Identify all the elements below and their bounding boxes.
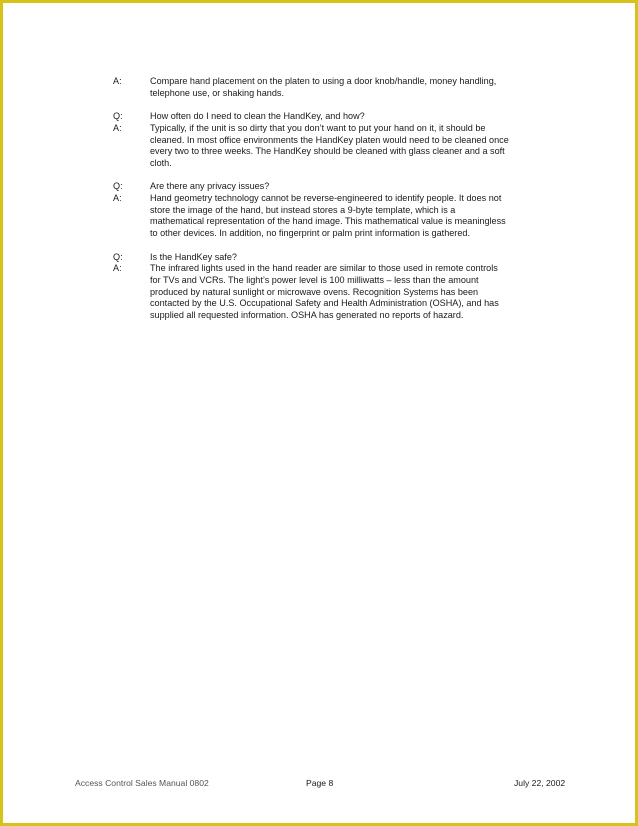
qa-list xyxy=(113,76,568,333)
answer-text: The infrared lights used in the hand reader are similar to those used in remote controls for TVs and VCRs. The light’s power level is 100 milliwatts – less than the amount produced by natural sunlight or microwave ovens. Recognition Systems has been contacted by the U.S. Occupational Safety and Health Administration (OSHA), and has supplied all requested information. OSHA has generated no reports of hazard. xyxy=(150,263,499,321)
question-marker: Q: xyxy=(113,111,123,122)
question-text: How often do I need to clean the HandKey, and how? xyxy=(150,111,365,122)
footer-page-number: Page 8 xyxy=(306,778,334,788)
question-text: Are there any privacy issues? xyxy=(150,181,270,192)
question-line xyxy=(113,181,568,193)
answer-marker: A: xyxy=(113,122,122,133)
question-text: Is the HandKey safe? xyxy=(150,251,237,262)
question-marker: Q: xyxy=(113,181,123,192)
answer-text: Typically, if the unit is so dirty that you don’t want to put your hand on it, it should be cleaned. In most office environments the HandKey platen would need to be cleaned once every two to three weeks. The HandKey should be cleaned with glass cleaner and a soft cloth. xyxy=(150,122,509,168)
answer-marker: A: xyxy=(113,193,122,203)
question-line xyxy=(113,252,568,264)
answer-line xyxy=(113,193,568,240)
answer-marker: A: xyxy=(113,76,122,86)
qa-block xyxy=(113,111,568,170)
question-line xyxy=(113,111,568,123)
answer-text: Hand geometry technology cannot be reverse-engineered to identify people. It does not store the image of the hand, but instead stores a 9-byte template, which is a mathematical representation of the hand image. This mathematical value is meaningless to other devices. In addition, no fingerprint or palm print information is gathered. xyxy=(150,193,506,239)
answer-text: Compare hand placement on the platen to using a door knob/handle, money handling, telephone use, or shaking hands. xyxy=(150,76,497,98)
footer-date: July 22, 2002 xyxy=(514,778,566,788)
answer-marker: A: xyxy=(113,263,122,274)
footer-document-title: Access Control Sales Manual 0802 xyxy=(75,778,209,788)
qa-block xyxy=(113,181,568,240)
answer-line xyxy=(113,123,568,170)
answer-line xyxy=(113,76,568,99)
question-marker: Q: xyxy=(113,251,123,262)
qa-block xyxy=(113,252,568,322)
answer-line xyxy=(113,263,568,322)
qa-block xyxy=(113,76,568,99)
